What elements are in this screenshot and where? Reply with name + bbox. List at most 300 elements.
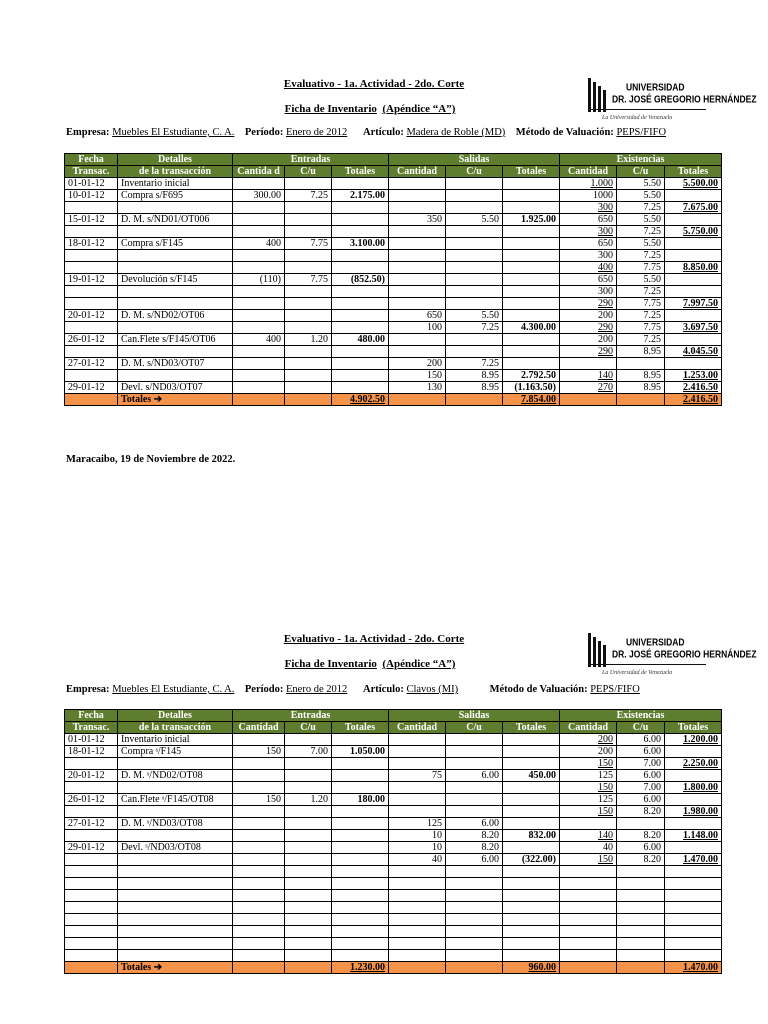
- cell-value: 7.75: [310, 274, 328, 285]
- cell: [233, 310, 285, 322]
- cell: [503, 358, 560, 370]
- cell: [233, 878, 285, 890]
- cell: [389, 962, 446, 974]
- cell: [233, 226, 285, 238]
- cell: [503, 382, 560, 394]
- cell-value: 150: [266, 794, 281, 805]
- cell: [446, 890, 503, 902]
- cell: [65, 794, 118, 806]
- cell: [233, 770, 285, 782]
- cell: [560, 190, 617, 202]
- cell: [118, 818, 233, 830]
- cell: [389, 346, 446, 358]
- cell: [285, 178, 332, 190]
- cell: [560, 382, 617, 394]
- cell-value: 5.50: [643, 214, 661, 225]
- cell: [560, 274, 617, 286]
- total-existencias: [665, 962, 722, 974]
- inventory-table-1: [64, 153, 722, 406]
- cell: [233, 298, 285, 310]
- cell: [332, 806, 389, 818]
- cell: [118, 734, 233, 746]
- cell-value: 8.95: [643, 346, 661, 357]
- cell: [285, 334, 332, 346]
- cell: [503, 890, 560, 902]
- cell-value: 5.750.00: [683, 226, 718, 237]
- cell: [332, 298, 389, 310]
- table-row: [65, 830, 722, 842]
- cell: [285, 382, 332, 394]
- cell: [560, 238, 617, 250]
- cell: [446, 322, 503, 334]
- cell: [503, 734, 560, 746]
- cell: [118, 310, 233, 322]
- cell: [233, 734, 285, 746]
- cell: [118, 794, 233, 806]
- cell-value: 7.00: [310, 746, 328, 757]
- header-totales: Totales: [332, 722, 389, 734]
- university-logo-icon: [588, 78, 610, 112]
- cell-value: 200: [598, 334, 613, 345]
- sheet2-info: Empresa: Muebles El Estudiante, C. A. Período: Enero de 2012 Artículo: Clavos (MI) Método de Valuación: PEPS/FIFO: [66, 684, 640, 695]
- cell-value: 7.675.00: [683, 202, 718, 213]
- cell: [65, 842, 118, 854]
- cell-value: 8.95: [643, 370, 661, 381]
- cell: [665, 334, 722, 346]
- table-row: [65, 890, 722, 902]
- cell: [560, 794, 617, 806]
- cell: [665, 926, 722, 938]
- cell: [65, 878, 118, 890]
- cell: [560, 358, 617, 370]
- cell: [389, 394, 446, 406]
- cell: [118, 322, 233, 334]
- total-value: 7.854.00: [521, 394, 556, 405]
- cell-value: 40: [432, 854, 442, 865]
- cell-value: 01-01-12: [68, 734, 105, 745]
- cell: [665, 382, 722, 394]
- cell-value: 1.980.00: [683, 806, 718, 817]
- sheet2-subtitle: Ficha de Inventario (Apéndice “A”): [284, 658, 456, 670]
- cell: [560, 842, 617, 854]
- cell: [446, 394, 503, 406]
- cell: [233, 890, 285, 902]
- cell: [503, 914, 560, 926]
- cell: [233, 250, 285, 262]
- cell-value: 200: [598, 734, 613, 745]
- cell: [285, 262, 332, 274]
- table-row: [65, 734, 722, 746]
- cell: [560, 202, 617, 214]
- cell: [446, 346, 503, 358]
- cell: [617, 842, 665, 854]
- cell-value: 7.25: [643, 226, 661, 237]
- table-row: [65, 346, 722, 358]
- cell: [233, 202, 285, 214]
- cell: [389, 914, 446, 926]
- cell-value: 150: [598, 758, 613, 769]
- cell: [446, 962, 503, 974]
- cell: [118, 382, 233, 394]
- cell: [233, 262, 285, 274]
- cell: [65, 962, 118, 974]
- cell: [446, 262, 503, 274]
- cell: [389, 226, 446, 238]
- cell: [65, 298, 118, 310]
- cell-value: 130: [427, 382, 442, 393]
- cell: [560, 746, 617, 758]
- cell: [65, 866, 118, 878]
- cell: [389, 382, 446, 394]
- cell: [285, 758, 332, 770]
- cell-value: 290: [598, 346, 613, 357]
- cell: [65, 770, 118, 782]
- cell: [233, 938, 285, 950]
- cell: [665, 346, 722, 358]
- cell: [503, 938, 560, 950]
- cell: [503, 298, 560, 310]
- cell: [617, 854, 665, 866]
- cell: [665, 238, 722, 250]
- table-row: [65, 178, 722, 190]
- cell: [65, 346, 118, 358]
- cell: [665, 914, 722, 926]
- cell: [665, 878, 722, 890]
- cell: [389, 950, 446, 962]
- cell: [389, 178, 446, 190]
- cell-value: 29-01-12: [68, 382, 105, 393]
- cell: [285, 734, 332, 746]
- cell-value: 150: [598, 854, 613, 865]
- cell: [332, 238, 389, 250]
- cell: [389, 262, 446, 274]
- cell: [65, 818, 118, 830]
- cell: [617, 358, 665, 370]
- cell: [446, 334, 503, 346]
- cell-value: 7.25: [643, 250, 661, 261]
- inventory-table-2: [64, 709, 722, 974]
- cell: [617, 878, 665, 890]
- cell: [389, 250, 446, 262]
- sheet2-title: Evaluativo - 1a. Actividad - 2do. Corte: [283, 633, 465, 645]
- table-header-row: [65, 710, 722, 722]
- table-row: [65, 310, 722, 322]
- cell: [617, 310, 665, 322]
- cell: [389, 770, 446, 782]
- cell: [665, 782, 722, 794]
- cell: [665, 950, 722, 962]
- cell: [389, 746, 446, 758]
- cell-value: 3.697.50: [683, 322, 718, 333]
- cell: [332, 950, 389, 962]
- cell: [285, 806, 332, 818]
- table-row: [65, 190, 722, 202]
- cell: [665, 770, 722, 782]
- cell: [617, 962, 665, 974]
- header-entradas: Entradas: [233, 154, 389, 166]
- cell: [233, 238, 285, 250]
- cell: [118, 298, 233, 310]
- cell: [118, 950, 233, 962]
- cell: [65, 926, 118, 938]
- cell-value: 125: [598, 794, 613, 805]
- cell: [503, 214, 560, 226]
- cell: [617, 938, 665, 950]
- table-row: [65, 226, 722, 238]
- cell: [665, 842, 722, 854]
- cell-value: 450.00: [528, 770, 556, 781]
- cell-value: 15-01-12: [68, 214, 105, 225]
- cell: [389, 734, 446, 746]
- cell: [503, 902, 560, 914]
- logo-line1: UNIVERSIDAD: [626, 636, 685, 648]
- cell: [332, 782, 389, 794]
- cell: [665, 214, 722, 226]
- cell: [617, 382, 665, 394]
- cell-value: 8.850.00: [683, 262, 718, 273]
- cell: [389, 758, 446, 770]
- header-entradas: Entradas: [233, 710, 389, 722]
- cell-value: 1.470.00: [683, 854, 718, 865]
- cell: [233, 382, 285, 394]
- cell-value: (322.00): [521, 854, 556, 865]
- table-row: [65, 854, 722, 866]
- cell: [446, 914, 503, 926]
- cell: [285, 250, 332, 262]
- cell-value: 5.50: [481, 214, 499, 225]
- cell-value: 650: [598, 238, 613, 249]
- cell-value: 290: [598, 322, 613, 333]
- cell-value: 650: [598, 214, 613, 225]
- total-label: [118, 962, 233, 974]
- cell: [65, 394, 118, 406]
- cell: [285, 830, 332, 842]
- cell: [285, 274, 332, 286]
- cell: [446, 902, 503, 914]
- header-cu: C/u: [285, 166, 332, 178]
- cell: [503, 202, 560, 214]
- cell: [389, 818, 446, 830]
- cell: [233, 746, 285, 758]
- cell: [389, 878, 446, 890]
- cell: [503, 178, 560, 190]
- cell: [285, 238, 332, 250]
- cell-value: 150: [266, 746, 281, 757]
- cell: [617, 322, 665, 334]
- cell: [65, 262, 118, 274]
- cell: [285, 926, 332, 938]
- cell-value: D. M. s/ND02/OT06: [121, 310, 205, 321]
- cell: [233, 830, 285, 842]
- header-detalles: Detalles: [118, 154, 233, 166]
- cell: [118, 286, 233, 298]
- header-cu: C/u: [285, 722, 332, 734]
- cell: [560, 770, 617, 782]
- cell-value: 7.00: [643, 758, 661, 769]
- cell-value: (852.50): [350, 274, 385, 285]
- cell-value: 7.997.50: [683, 298, 718, 309]
- total-value: Totales ➔: [121, 394, 163, 405]
- cell: [503, 346, 560, 358]
- cell: [665, 226, 722, 238]
- cell: [617, 346, 665, 358]
- cell-value: D. M. ˢ/ND02/OT08: [121, 770, 203, 781]
- cell: [233, 394, 285, 406]
- cell: [503, 830, 560, 842]
- cell-value: 7.75: [643, 298, 661, 309]
- cell: [332, 334, 389, 346]
- footer-date: Maracaibo, 19 de Noviembre de 2022.: [66, 454, 236, 465]
- cell: [503, 818, 560, 830]
- cell: [389, 310, 446, 322]
- cell: [389, 854, 446, 866]
- table-row: [65, 370, 722, 382]
- cell: [617, 226, 665, 238]
- cell-value: 350: [427, 214, 442, 225]
- cell: [332, 322, 389, 334]
- table-row: [65, 382, 722, 394]
- cell: [665, 190, 722, 202]
- cell: [285, 938, 332, 950]
- cell-value: 8.95: [481, 370, 499, 381]
- cell: [233, 806, 285, 818]
- cell: [446, 866, 503, 878]
- table-row: [65, 950, 722, 962]
- cell-value: 1.20: [310, 794, 328, 805]
- cell-value: 1.925.00: [521, 214, 556, 225]
- header-totales: Totales: [503, 166, 560, 178]
- cell: [389, 298, 446, 310]
- cell: [285, 310, 332, 322]
- cell: [285, 866, 332, 878]
- total-existencias: [665, 394, 722, 406]
- cell-value: 7.25: [481, 358, 499, 369]
- cell: [65, 782, 118, 794]
- cell-value: 5.50: [643, 190, 661, 201]
- cell-value: 8.20: [643, 830, 661, 841]
- cell: [118, 782, 233, 794]
- cell: [446, 950, 503, 962]
- cell: [332, 902, 389, 914]
- cell: [118, 358, 233, 370]
- header-fecha: Fecha: [65, 154, 118, 166]
- cell: [233, 214, 285, 226]
- table-row: [65, 914, 722, 926]
- cell: [665, 746, 722, 758]
- cell: [389, 842, 446, 854]
- table-row: [65, 274, 722, 286]
- cell: [65, 938, 118, 950]
- cell: [233, 854, 285, 866]
- cell: [65, 758, 118, 770]
- cell: [503, 842, 560, 854]
- cell: [118, 190, 233, 202]
- logo-line1: UNIVERSIDAD: [626, 81, 685, 93]
- cell: [233, 346, 285, 358]
- cell: [332, 818, 389, 830]
- cell: [503, 758, 560, 770]
- cell: [560, 226, 617, 238]
- header-cu: C/u: [446, 722, 503, 734]
- table-row: [65, 926, 722, 938]
- total-value: 2.416.50: [683, 394, 718, 405]
- cell: [665, 274, 722, 286]
- cell-value: 270: [598, 382, 613, 393]
- cell-value: 300: [598, 226, 613, 237]
- cell: [446, 382, 503, 394]
- table-header-row: [65, 166, 722, 178]
- table-row: [65, 202, 722, 214]
- cell: [560, 334, 617, 346]
- cell: [285, 794, 332, 806]
- cell: [617, 830, 665, 842]
- cell: [446, 854, 503, 866]
- cell-value: 27-01-12: [68, 818, 105, 829]
- cell: [446, 758, 503, 770]
- cell: [446, 370, 503, 382]
- total-value: 4.902.50: [350, 394, 385, 405]
- cell-value: 7.75: [643, 322, 661, 333]
- cell: [233, 274, 285, 286]
- cell-value: 140: [598, 370, 613, 381]
- cell: [665, 202, 722, 214]
- cell: [617, 262, 665, 274]
- cell: [118, 878, 233, 890]
- cell: [65, 854, 118, 866]
- cell: [665, 370, 722, 382]
- header-fecha: Fecha: [65, 710, 118, 722]
- header-salidas: Salidas: [389, 710, 560, 722]
- cell: [332, 190, 389, 202]
- sheet1-subtitle: Ficha de Inventario (Apéndice “A”): [284, 103, 456, 115]
- cell: [285, 962, 332, 974]
- cell-value: 832.00: [528, 830, 556, 841]
- cell: [118, 770, 233, 782]
- cell: [233, 902, 285, 914]
- cell: [446, 274, 503, 286]
- header-cantidad: Cantidad: [233, 722, 285, 734]
- cell-value: 150: [598, 782, 613, 793]
- cell: [332, 250, 389, 262]
- total-value: 1.230.00: [350, 962, 385, 973]
- cell-value: 300: [598, 202, 613, 213]
- cell: [65, 202, 118, 214]
- table-row: [65, 214, 722, 226]
- cell: [285, 322, 332, 334]
- cell: [617, 914, 665, 926]
- cell: [332, 382, 389, 394]
- cell-value: 150: [427, 370, 442, 381]
- cell-value: 29-01-12: [68, 842, 105, 853]
- header-cantidad: Cantidad: [560, 722, 617, 734]
- table-row: [65, 866, 722, 878]
- cell: [665, 358, 722, 370]
- cell-value: 480.00: [357, 334, 385, 345]
- cell: [503, 250, 560, 262]
- cell: [665, 322, 722, 334]
- cell: [665, 310, 722, 322]
- cell: [118, 214, 233, 226]
- cell-value: 6.00: [481, 854, 499, 865]
- cell: [617, 734, 665, 746]
- cell: [332, 310, 389, 322]
- header-transac: Transac.: [65, 166, 118, 178]
- cell: [503, 310, 560, 322]
- cell: [560, 938, 617, 950]
- cell: [332, 890, 389, 902]
- cell: [503, 770, 560, 782]
- cell: [118, 370, 233, 382]
